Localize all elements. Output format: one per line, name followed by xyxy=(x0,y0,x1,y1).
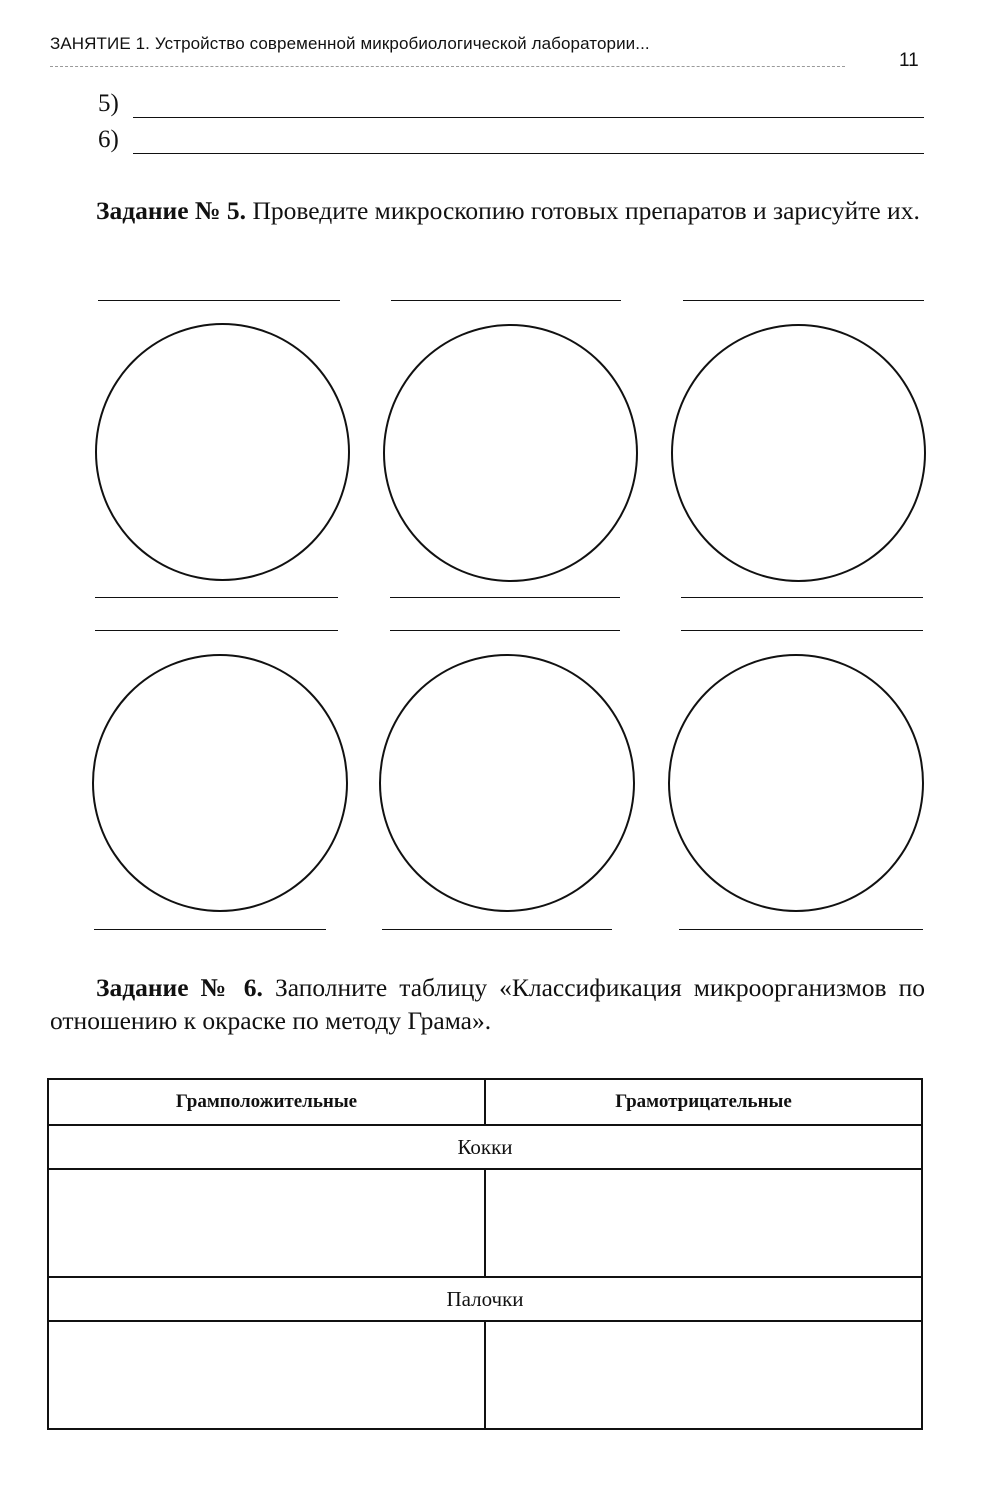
answer-cell-cocci-gram-positive[interactable] xyxy=(48,1169,485,1277)
drawing-caption-line[interactable] xyxy=(679,929,923,930)
table-row xyxy=(48,1169,922,1277)
drawing-circle[interactable] xyxy=(379,654,635,912)
page-number: 11 xyxy=(899,50,919,71)
drawing-caption-line[interactable] xyxy=(94,929,326,930)
column-header-gram-positive: Грамположительные xyxy=(48,1079,485,1125)
answer-line-rule xyxy=(133,117,924,118)
drawing-circle[interactable] xyxy=(383,324,638,582)
answer-line-rule xyxy=(133,153,924,154)
drawing-title-line[interactable] xyxy=(681,630,923,631)
answer-cell-bacilli-gram-positive[interactable] xyxy=(48,1321,485,1429)
answer-line-number: 6) xyxy=(98,126,119,153)
group-row-bacilli xyxy=(48,1277,922,1321)
drawing-circle[interactable] xyxy=(671,324,926,582)
task-5-label: Задание № 5. xyxy=(96,196,247,225)
drawing-caption-line[interactable] xyxy=(390,597,620,598)
header-divider xyxy=(50,66,845,67)
group-row-cocci xyxy=(48,1125,922,1169)
gram-classification-table xyxy=(47,1078,923,1430)
answer-cell-bacilli-gram-negative[interactable] xyxy=(485,1321,922,1429)
drawing-caption-line[interactable] xyxy=(681,597,923,598)
drawing-circle[interactable] xyxy=(92,654,348,912)
answer-line-number: 5) xyxy=(98,90,119,117)
drawing-title-line[interactable] xyxy=(390,630,620,631)
group-label-cocci: Кокки xyxy=(48,1125,922,1169)
drawing-title-line[interactable] xyxy=(391,300,621,301)
table-header-row xyxy=(48,1079,922,1125)
table-row xyxy=(48,1321,922,1429)
answer-line-6[interactable] xyxy=(98,126,924,156)
task-5-instruction: Проведите микроскопию готовых препаратов и зарисуйте их. xyxy=(246,196,920,225)
drawing-circle[interactable] xyxy=(95,323,350,581)
drawing-title-line[interactable] xyxy=(95,630,338,631)
answer-cell-cocci-gram-negative[interactable] xyxy=(485,1169,922,1277)
drawing-caption-line[interactable] xyxy=(95,597,338,598)
task-6-label: Задание № 6. xyxy=(96,973,263,1002)
drawing-caption-line[interactable] xyxy=(382,929,612,930)
answer-line-5[interactable] xyxy=(98,90,924,120)
task-5-text xyxy=(50,194,925,227)
column-header-gram-negative: Грамотрицательные xyxy=(485,1079,922,1125)
task-6-instruction: Заполните таблицу «Классификация микроорганизмов по отношению к окраске по методу Грама». xyxy=(50,973,925,1035)
task-6-text xyxy=(50,971,925,1037)
drawing-title-line[interactable] xyxy=(98,300,340,301)
drawing-circle[interactable] xyxy=(668,654,924,912)
group-label-bacilli: Палочки xyxy=(48,1277,922,1321)
running-header: ЗАНЯТИЕ 1. Устройство современной микробиологической лаборатории... xyxy=(50,34,650,53)
drawing-title-line[interactable] xyxy=(683,300,924,301)
